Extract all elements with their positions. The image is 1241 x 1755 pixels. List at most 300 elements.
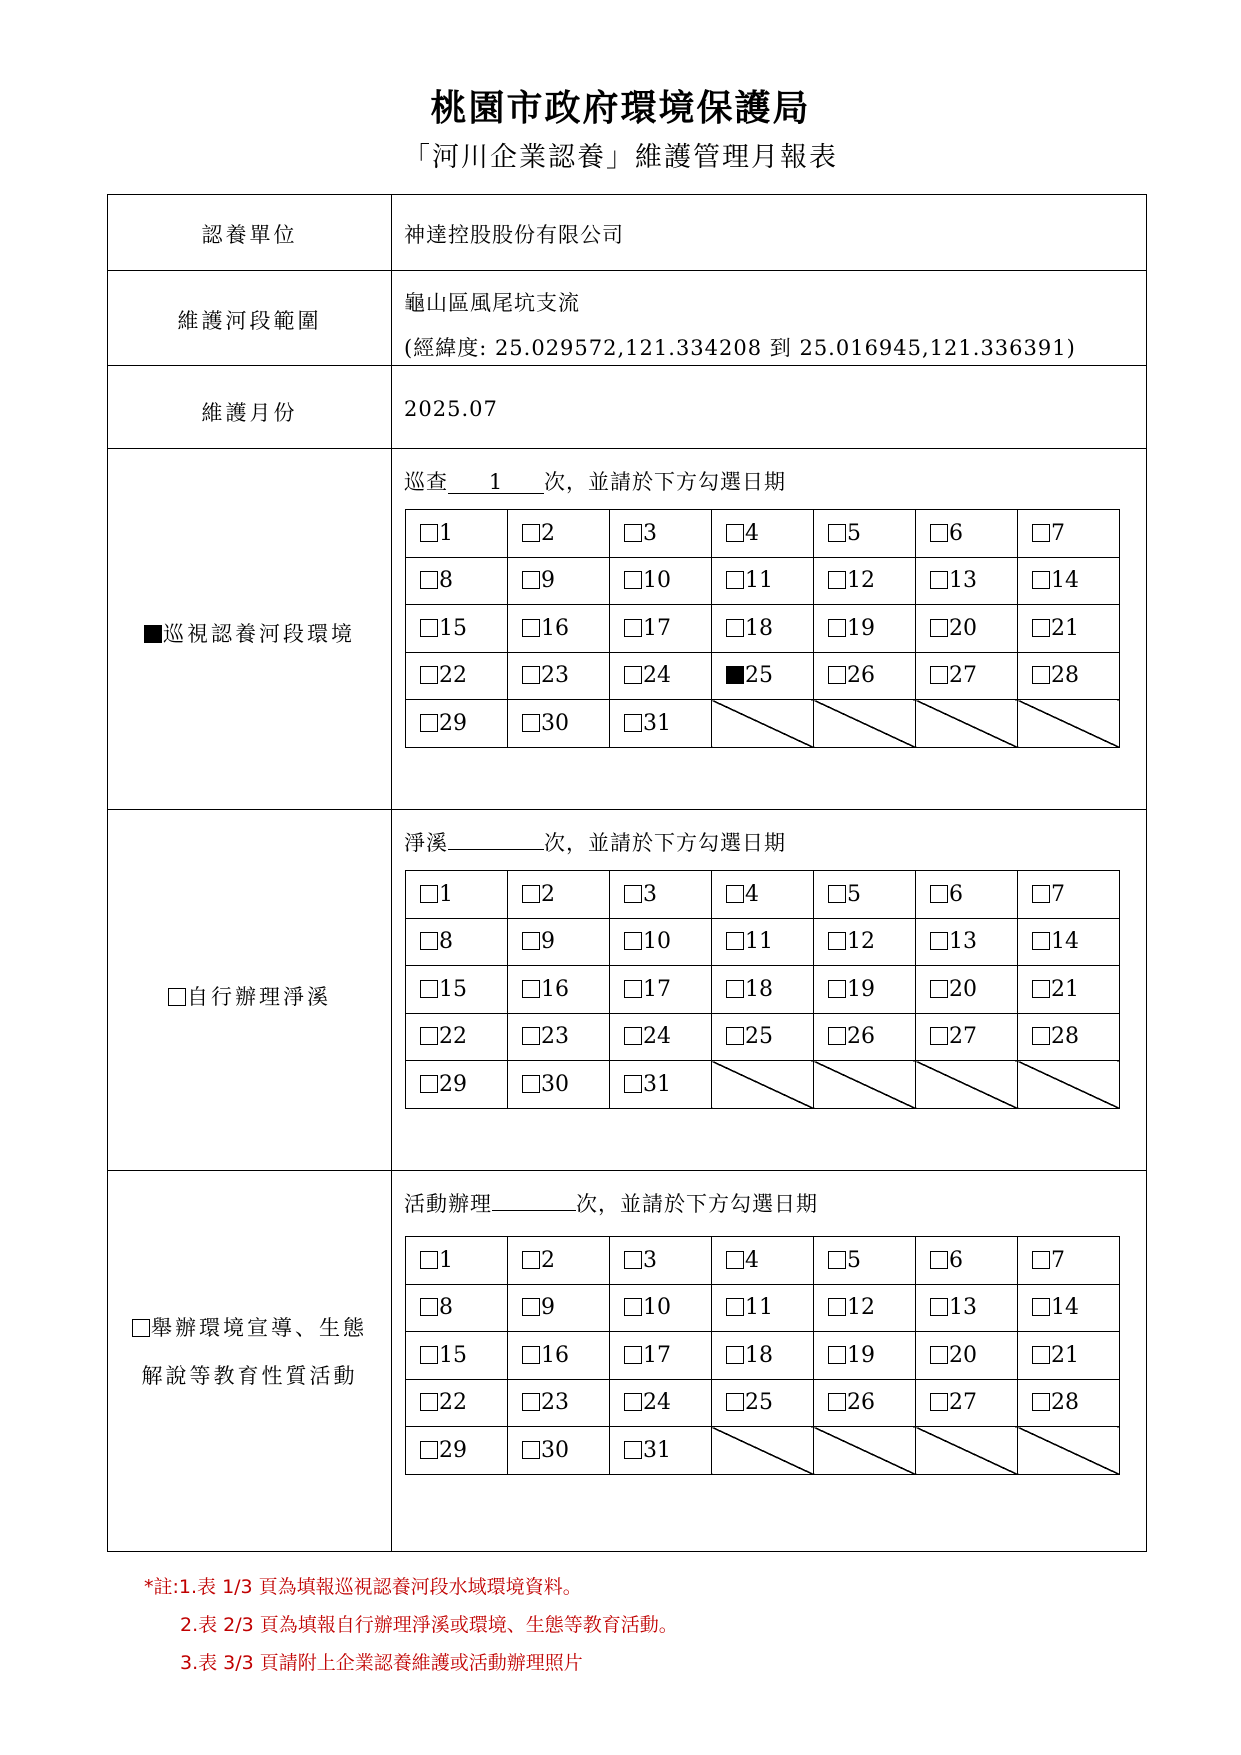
date-number: 4 bbox=[745, 881, 759, 907]
date-cell[interactable] bbox=[1018, 1284, 1120, 1332]
date-row bbox=[406, 510, 1120, 558]
month-label: 維護月份 bbox=[201, 401, 298, 425]
date-cell[interactable] bbox=[406, 1237, 508, 1285]
date-cell[interactable] bbox=[1018, 510, 1120, 558]
date-checkbox[interactable] bbox=[828, 932, 846, 950]
date-checkbox[interactable] bbox=[1032, 1346, 1050, 1364]
date-cell[interactable] bbox=[610, 1013, 712, 1061]
date-checkbox[interactable] bbox=[726, 1346, 744, 1364]
date-number: 5 bbox=[847, 881, 861, 907]
date-cell[interactable] bbox=[916, 1237, 1018, 1285]
date-cell[interactable] bbox=[916, 871, 1018, 919]
date-cell[interactable] bbox=[916, 918, 1018, 966]
date-checkbox[interactable] bbox=[420, 1027, 438, 1045]
date-checkbox[interactable] bbox=[828, 666, 846, 684]
date-number: 21 bbox=[1051, 976, 1079, 1002]
date-number: 1 bbox=[439, 520, 453, 546]
date-number: 26 bbox=[847, 663, 875, 689]
date-cell[interactable] bbox=[508, 700, 610, 748]
date-checkbox[interactable] bbox=[522, 1075, 540, 1093]
date-cell[interactable] bbox=[712, 871, 814, 919]
date-number: 11 bbox=[745, 929, 773, 955]
date-number: 21 bbox=[1051, 1342, 1079, 1368]
range-label: 維護河段範圍 bbox=[177, 309, 322, 333]
date-checkbox[interactable] bbox=[930, 932, 948, 950]
date-checkbox[interactable] bbox=[522, 619, 540, 637]
count-line bbox=[404, 1188, 818, 1218]
date-cell[interactable] bbox=[508, 557, 610, 605]
date-row bbox=[406, 700, 1120, 748]
date-checkbox[interactable] bbox=[624, 1027, 642, 1045]
date-checkbox[interactable] bbox=[828, 980, 846, 998]
empty-cell bbox=[814, 1427, 916, 1475]
date-number: 11 bbox=[745, 568, 773, 594]
date-cell[interactable] bbox=[814, 1284, 916, 1332]
date-number: 15 bbox=[439, 615, 467, 641]
date-cell[interactable] bbox=[1018, 1013, 1120, 1061]
date-number: 17 bbox=[643, 976, 671, 1002]
date-cell[interactable] bbox=[916, 1379, 1018, 1427]
date-cell[interactable] bbox=[406, 605, 508, 653]
date-cell[interactable] bbox=[508, 1427, 610, 1475]
date-number: 11 bbox=[745, 1295, 773, 1321]
date-checkbox[interactable] bbox=[624, 1075, 642, 1093]
date-cell[interactable] bbox=[508, 918, 610, 966]
date-cell[interactable] bbox=[508, 652, 610, 700]
date-cell[interactable] bbox=[406, 700, 508, 748]
count-blank[interactable] bbox=[448, 849, 544, 850]
date-cell[interactable] bbox=[508, 1332, 610, 1380]
date-checkbox[interactable] bbox=[420, 1298, 438, 1316]
date-checkbox[interactable] bbox=[522, 885, 540, 903]
date-checkbox[interactable] bbox=[522, 980, 540, 998]
date-cell[interactable] bbox=[610, 1237, 712, 1285]
date-checkbox[interactable] bbox=[930, 1251, 948, 1269]
date-checkbox[interactable] bbox=[624, 885, 642, 903]
empty-cell bbox=[712, 1061, 814, 1109]
date-number: 7 bbox=[1051, 881, 1065, 907]
date-row bbox=[406, 1427, 1120, 1475]
date-number: 14 bbox=[1051, 568, 1079, 594]
date-checkbox[interactable] bbox=[420, 666, 438, 684]
date-grid bbox=[405, 870, 1120, 1109]
date-checkbox[interactable] bbox=[420, 1346, 438, 1364]
date-checkbox[interactable] bbox=[726, 1298, 744, 1316]
date-checkbox[interactable] bbox=[1032, 1027, 1050, 1045]
date-number: 13 bbox=[949, 929, 977, 955]
date-cell[interactable] bbox=[508, 1284, 610, 1332]
date-row bbox=[406, 557, 1120, 605]
date-cell[interactable] bbox=[508, 966, 610, 1014]
range-value-line1[interactable]: 龜山區風尾坑支流 bbox=[404, 291, 580, 315]
date-cell[interactable] bbox=[712, 605, 814, 653]
date-number: 25 bbox=[745, 1024, 773, 1050]
date-checkbox[interactable] bbox=[828, 1027, 846, 1045]
date-checkbox[interactable] bbox=[828, 885, 846, 903]
unit-value[interactable]: 神達控股股份有限公司 bbox=[404, 223, 624, 247]
date-checkbox[interactable] bbox=[930, 1346, 948, 1364]
date-checkbox[interactable] bbox=[624, 1393, 642, 1411]
date-cell[interactable] bbox=[610, 652, 712, 700]
date-checkbox[interactable] bbox=[726, 932, 744, 950]
date-checkbox[interactable] bbox=[1032, 1298, 1050, 1316]
date-cell[interactable] bbox=[916, 966, 1018, 1014]
note-line: *註:1.表 1/3 頁為填報巡視認養河段水域環境資料。 bbox=[144, 1576, 582, 1598]
date-cell[interactable] bbox=[406, 1379, 508, 1427]
date-checkbox[interactable] bbox=[522, 524, 540, 542]
date-checkbox[interactable] bbox=[726, 666, 744, 684]
empty-cell bbox=[712, 700, 814, 748]
date-checkbox[interactable] bbox=[624, 1298, 642, 1316]
date-number: 2 bbox=[541, 881, 555, 907]
date-checkbox[interactable] bbox=[624, 1251, 642, 1269]
date-cell[interactable] bbox=[406, 1284, 508, 1332]
date-checkbox[interactable] bbox=[1032, 932, 1050, 950]
date-cell[interactable] bbox=[610, 605, 712, 653]
section-label bbox=[108, 981, 391, 1011]
section-checkbox[interactable] bbox=[168, 988, 186, 1006]
date-cell[interactable] bbox=[1018, 918, 1120, 966]
date-checkbox[interactable] bbox=[522, 1298, 540, 1316]
date-number: 28 bbox=[1051, 1024, 1079, 1050]
date-cell[interactable] bbox=[610, 1427, 712, 1475]
date-number: 18 bbox=[745, 1342, 773, 1368]
month-value[interactable]: 2025.07 bbox=[404, 397, 498, 421]
date-number: 15 bbox=[439, 1342, 467, 1368]
date-checkbox[interactable] bbox=[420, 1075, 438, 1093]
date-number: 26 bbox=[847, 1024, 875, 1050]
date-checkbox[interactable] bbox=[522, 571, 540, 589]
date-cell[interactable] bbox=[406, 557, 508, 605]
date-checkbox[interactable] bbox=[930, 524, 948, 542]
date-cell[interactable] bbox=[610, 1332, 712, 1380]
date-cell[interactable] bbox=[610, 1061, 712, 1109]
date-number: 12 bbox=[847, 568, 875, 594]
date-cell[interactable] bbox=[916, 1332, 1018, 1380]
date-number: 31 bbox=[643, 1437, 671, 1463]
date-checkbox[interactable] bbox=[420, 1393, 438, 1411]
empty-cell bbox=[1018, 1427, 1120, 1475]
date-checkbox[interactable] bbox=[828, 1393, 846, 1411]
date-checkbox[interactable] bbox=[930, 666, 948, 684]
date-checkbox[interactable] bbox=[1032, 619, 1050, 637]
date-cell[interactable] bbox=[406, 918, 508, 966]
date-number: 7 bbox=[1051, 1247, 1065, 1273]
date-cell[interactable] bbox=[508, 1061, 610, 1109]
date-cell[interactable] bbox=[508, 1237, 610, 1285]
date-checkbox[interactable] bbox=[726, 1251, 744, 1269]
date-checkbox[interactable] bbox=[522, 1393, 540, 1411]
count-prefix: 淨溪 bbox=[404, 831, 448, 855]
empty-cell bbox=[712, 1427, 814, 1475]
date-cell[interactable] bbox=[814, 1237, 916, 1285]
section-label-text: 舉辦環境宣導、生態 bbox=[151, 1316, 367, 1340]
row-divider bbox=[108, 270, 1146, 271]
date-number: 31 bbox=[643, 710, 671, 736]
date-cell[interactable] bbox=[610, 510, 712, 558]
date-checkbox[interactable] bbox=[828, 1298, 846, 1316]
date-checkbox[interactable] bbox=[420, 619, 438, 637]
date-cell[interactable] bbox=[712, 1332, 814, 1380]
date-cell[interactable] bbox=[406, 871, 508, 919]
date-row bbox=[406, 1237, 1120, 1285]
date-checkbox[interactable] bbox=[420, 524, 438, 542]
date-cell[interactable] bbox=[814, 510, 916, 558]
date-checkbox[interactable] bbox=[1032, 885, 1050, 903]
date-checkbox[interactable] bbox=[522, 932, 540, 950]
date-checkbox[interactable] bbox=[930, 619, 948, 637]
date-cell[interactable] bbox=[916, 1284, 1018, 1332]
date-cell[interactable] bbox=[712, 557, 814, 605]
date-cell[interactable] bbox=[508, 871, 610, 919]
date-checkbox[interactable] bbox=[930, 980, 948, 998]
date-cell[interactable] bbox=[406, 652, 508, 700]
date-checkbox[interactable] bbox=[930, 571, 948, 589]
date-cell[interactable] bbox=[814, 1013, 916, 1061]
date-cell[interactable] bbox=[916, 557, 1018, 605]
date-checkbox[interactable] bbox=[930, 1298, 948, 1316]
date-cell[interactable] bbox=[406, 966, 508, 1014]
date-checkbox[interactable] bbox=[522, 1027, 540, 1045]
note-line: 3.表 3/3 頁請附上企業認養維護或活動辦理照片 bbox=[180, 1652, 583, 1674]
date-number: 4 bbox=[745, 520, 759, 546]
date-checkbox[interactable] bbox=[828, 619, 846, 637]
date-number: 3 bbox=[643, 520, 657, 546]
date-checkbox[interactable] bbox=[930, 885, 948, 903]
date-cell[interactable] bbox=[406, 1427, 508, 1475]
date-cell[interactable] bbox=[916, 652, 1018, 700]
date-checkbox[interactable] bbox=[930, 1393, 948, 1411]
date-number: 26 bbox=[847, 1390, 875, 1416]
page-title: 桃園市政府環境保護局 bbox=[430, 87, 811, 129]
date-checkbox[interactable] bbox=[726, 524, 744, 542]
count-prefix: 巡查 bbox=[404, 470, 448, 494]
note-line: 2.表 2/3 頁為填報自行辦理淨溪或環境、生態等教育活動。 bbox=[180, 1614, 678, 1636]
empty-cell bbox=[814, 700, 916, 748]
section-checkbox[interactable] bbox=[132, 1319, 150, 1337]
date-number: 2 bbox=[541, 1247, 555, 1273]
date-cell[interactable] bbox=[1018, 1379, 1120, 1427]
date-cell[interactable] bbox=[508, 1013, 610, 1061]
date-checkbox[interactable] bbox=[624, 980, 642, 998]
count-prefix: 活動辦理 bbox=[404, 1192, 492, 1216]
date-number: 19 bbox=[847, 976, 875, 1002]
date-checkbox[interactable] bbox=[828, 1346, 846, 1364]
date-number: 19 bbox=[847, 615, 875, 641]
date-cell[interactable] bbox=[1018, 605, 1120, 653]
date-number: 8 bbox=[439, 1295, 453, 1321]
date-checkbox[interactable] bbox=[624, 619, 642, 637]
date-checkbox[interactable] bbox=[1032, 524, 1050, 542]
date-number: 8 bbox=[439, 929, 453, 955]
date-cell[interactable] bbox=[916, 510, 1018, 558]
date-cell[interactable] bbox=[712, 966, 814, 1014]
date-cell[interactable] bbox=[916, 1013, 1018, 1061]
date-checkbox[interactable] bbox=[420, 885, 438, 903]
date-cell[interactable] bbox=[610, 966, 712, 1014]
section-label bbox=[108, 1360, 391, 1390]
date-cell[interactable] bbox=[712, 1013, 814, 1061]
count-suffix: 次，並請於下方勾選日期 bbox=[576, 1192, 818, 1216]
date-checkbox[interactable] bbox=[522, 666, 540, 684]
date-checkbox[interactable] bbox=[624, 714, 642, 732]
date-checkbox[interactable] bbox=[420, 980, 438, 998]
date-checkbox[interactable] bbox=[828, 524, 846, 542]
date-cell[interactable] bbox=[712, 652, 814, 700]
date-cell[interactable] bbox=[1018, 557, 1120, 605]
section-cleanup bbox=[108, 809, 1146, 1170]
section-checkbox[interactable] bbox=[144, 625, 162, 643]
date-number: 3 bbox=[643, 881, 657, 907]
date-checkbox[interactable] bbox=[828, 1251, 846, 1269]
date-number: 27 bbox=[949, 1024, 977, 1050]
date-cell[interactable] bbox=[610, 557, 712, 605]
date-cell[interactable] bbox=[712, 918, 814, 966]
date-cell[interactable] bbox=[1018, 1237, 1120, 1285]
date-checkbox[interactable] bbox=[1032, 666, 1050, 684]
count-blank[interactable]: 1 bbox=[448, 471, 544, 494]
date-checkbox[interactable] bbox=[1032, 1251, 1050, 1269]
date-grid bbox=[405, 1236, 1120, 1475]
date-checkbox[interactable] bbox=[624, 666, 642, 684]
date-number: 7 bbox=[1051, 520, 1065, 546]
date-checkbox[interactable] bbox=[624, 1346, 642, 1364]
date-cell[interactable] bbox=[1018, 652, 1120, 700]
date-row bbox=[406, 966, 1120, 1014]
date-checkbox[interactable] bbox=[420, 1441, 438, 1459]
date-checkbox[interactable] bbox=[420, 932, 438, 950]
date-cell[interactable] bbox=[610, 1379, 712, 1427]
date-checkbox[interactable] bbox=[828, 571, 846, 589]
date-number: 20 bbox=[949, 1342, 977, 1368]
date-cell[interactable] bbox=[712, 1237, 814, 1285]
date-checkbox[interactable] bbox=[624, 571, 642, 589]
date-cell[interactable] bbox=[712, 1284, 814, 1332]
date-cell[interactable] bbox=[406, 1332, 508, 1380]
date-checkbox[interactable] bbox=[522, 1346, 540, 1364]
date-number: 1 bbox=[439, 1247, 453, 1273]
date-number: 1 bbox=[439, 881, 453, 907]
date-cell[interactable] bbox=[814, 966, 916, 1014]
notes bbox=[144, 1568, 678, 1682]
date-cell[interactable] bbox=[814, 871, 916, 919]
date-number: 30 bbox=[541, 1071, 569, 1097]
date-number: 22 bbox=[439, 1390, 467, 1416]
date-number: 9 bbox=[541, 1295, 555, 1321]
date-checkbox[interactable] bbox=[522, 714, 540, 732]
date-number: 15 bbox=[439, 976, 467, 1002]
range-value-line2[interactable]: (經緯度: 25.029572,121.334208 到 25.016945,121.336391) bbox=[404, 336, 1076, 360]
date-cell[interactable] bbox=[814, 1332, 916, 1380]
date-number: 20 bbox=[949, 976, 977, 1002]
date-checkbox[interactable] bbox=[726, 571, 744, 589]
date-cell[interactable] bbox=[1018, 966, 1120, 1014]
date-number: 27 bbox=[949, 663, 977, 689]
date-checkbox[interactable] bbox=[522, 1441, 540, 1459]
date-checkbox[interactable] bbox=[420, 571, 438, 589]
date-cell[interactable] bbox=[610, 871, 712, 919]
section-label-text: 解說等教育性質活動 bbox=[141, 1364, 358, 1388]
date-number: 23 bbox=[541, 663, 569, 689]
date-number: 17 bbox=[643, 1342, 671, 1368]
date-checkbox[interactable] bbox=[420, 714, 438, 732]
empty-cell bbox=[1018, 1061, 1120, 1109]
date-cell[interactable] bbox=[406, 1061, 508, 1109]
date-number: 5 bbox=[847, 1247, 861, 1273]
date-cell[interactable] bbox=[508, 1379, 610, 1427]
date-cell[interactable] bbox=[1018, 871, 1120, 919]
date-grid bbox=[405, 509, 1120, 748]
date-cell[interactable] bbox=[814, 918, 916, 966]
date-number: 20 bbox=[949, 615, 977, 641]
date-checkbox[interactable] bbox=[726, 1027, 744, 1045]
date-checkbox[interactable] bbox=[726, 980, 744, 998]
date-cell[interactable] bbox=[916, 605, 1018, 653]
date-cell[interactable] bbox=[712, 510, 814, 558]
date-number: 9 bbox=[541, 929, 555, 955]
date-checkbox[interactable] bbox=[420, 1251, 438, 1269]
date-number: 16 bbox=[541, 1342, 569, 1368]
date-cell[interactable] bbox=[814, 557, 916, 605]
date-row bbox=[406, 605, 1120, 653]
date-cell[interactable] bbox=[712, 1379, 814, 1427]
date-checkbox[interactable] bbox=[1032, 571, 1050, 589]
report-form bbox=[107, 194, 1147, 1552]
count-blank[interactable] bbox=[492, 1210, 576, 1211]
date-cell[interactable] bbox=[814, 1379, 916, 1427]
date-cell[interactable] bbox=[406, 1013, 508, 1061]
date-checkbox[interactable] bbox=[1032, 980, 1050, 998]
date-cell[interactable] bbox=[406, 510, 508, 558]
empty-cell bbox=[916, 700, 1018, 748]
count-suffix: 次，並請於下方勾選日期 bbox=[544, 470, 786, 494]
date-cell[interactable] bbox=[1018, 1332, 1120, 1380]
date-checkbox[interactable] bbox=[726, 885, 744, 903]
unit-label: 認養單位 bbox=[201, 223, 298, 247]
date-checkbox[interactable] bbox=[726, 1393, 744, 1411]
date-checkbox[interactable] bbox=[1032, 1393, 1050, 1411]
date-number: 29 bbox=[439, 1071, 467, 1097]
date-cell[interactable] bbox=[610, 700, 712, 748]
date-cell[interactable] bbox=[508, 510, 610, 558]
date-number: 30 bbox=[541, 710, 569, 736]
date-row bbox=[406, 652, 1120, 700]
date-cell[interactable] bbox=[814, 605, 916, 653]
count-line bbox=[404, 466, 786, 496]
date-number: 28 bbox=[1051, 663, 1079, 689]
date-checkbox[interactable] bbox=[726, 619, 744, 637]
date-row bbox=[406, 871, 1120, 919]
section-label bbox=[108, 618, 391, 648]
date-number: 2 bbox=[541, 520, 555, 546]
date-cell[interactable] bbox=[610, 918, 712, 966]
date-number: 4 bbox=[745, 1247, 759, 1273]
date-number: 19 bbox=[847, 1342, 875, 1368]
date-checkbox[interactable] bbox=[522, 1251, 540, 1269]
date-number: 30 bbox=[541, 1437, 569, 1463]
date-number: 6 bbox=[949, 520, 963, 546]
date-checkbox[interactable] bbox=[624, 932, 642, 950]
date-number: 13 bbox=[949, 1295, 977, 1321]
date-checkbox[interactable] bbox=[930, 1027, 948, 1045]
date-row bbox=[406, 1284, 1120, 1332]
date-cell[interactable] bbox=[508, 605, 610, 653]
date-checkbox[interactable] bbox=[624, 524, 642, 542]
date-cell[interactable] bbox=[610, 1284, 712, 1332]
date-cell[interactable] bbox=[814, 652, 916, 700]
section-label bbox=[108, 1312, 391, 1342]
date-checkbox[interactable] bbox=[624, 1441, 642, 1459]
